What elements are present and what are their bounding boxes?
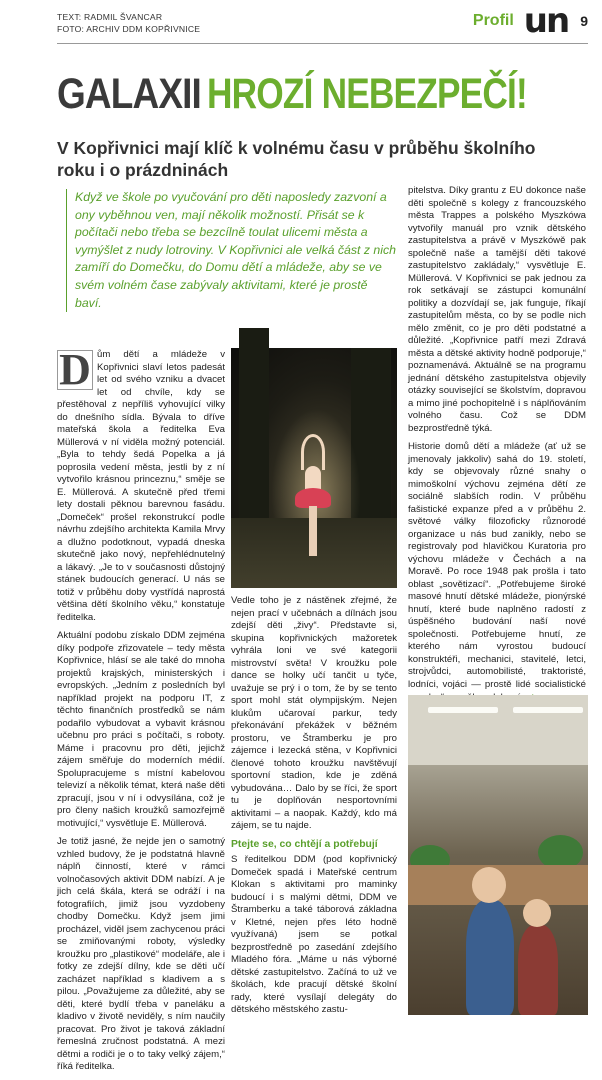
ceiling-light	[428, 707, 498, 713]
paragraph	[57, 345, 225, 624]
dancer-skirt	[295, 488, 331, 508]
child	[518, 925, 558, 1015]
header-rule	[57, 43, 588, 44]
header-credits	[57, 11, 200, 35]
title-part-1: GALAXII	[57, 70, 201, 118]
dropcap: D	[57, 350, 93, 390]
title-part-2: HROZÍ NEBEZPEČÍ!	[207, 70, 528, 118]
article-title	[57, 72, 597, 119]
paragraph: Vedle toho je z nástěnek zřejmé, že nejen prací v učebnách a dílnách jsou zdejší děti „živy“. Představte si, skupina kopřivnických mažoretek vyhrála loni ve své kategorii mistrovství světa! V kroužku pole dance se holky učí tančit u tyče, uvažuje se prý i o tom, že by se tento sport mohl stát olympijským. Nejen klukům učarovaí parkur, tedy překonávání překážek v běžném prostoru, ve Štramberku je pro zájemce i lezecká stěna, v Kopřivnici členové tohoto kroužku navštěvují sportovní stadion, kde je zděná vybudována… Dalo by se říci, že sport tu je doplňován nesportovními aktivitami – a naopak. Každý, kdo má zájem, se tu najde.	[231, 595, 397, 831]
column-1	[57, 345, 225, 1080]
column-3	[408, 185, 586, 711]
paragraph: Je totiž jasné, že nejde jen o samotný vzhled budovy, že je podstatná hlavně náplň činností, které v rámci volnočasových aktivit DDM nabízí. A je jich celá škála, která se odráží i na fotografiích, jimiž jsou vyzdobeny chodby Domečku. Když jsem jimi procházel, viděl jsem zachycenou práci se zmiňovanými roboty, výsledky kroužku pro „plastikové“ modeláře, ale i fotky ze zdejší dílny, kde se děti učí zacházet například s kladivem a s pilou. „Považujeme za důležité, aby se děti, které bydlí třeba v paneláku a kladivo v životě neviděly, s ním naučily pracovat. Pro život je taková základní řemeslná zručnost podstatná. A mezi dětmi a rodiči je o to taky velký zájem,“ říká ředitelka.	[57, 836, 225, 1072]
credit-text: TEXT: RADMIL ŠVANCAR	[57, 12, 163, 22]
header-right	[472, 1, 588, 41]
dancer-legs	[309, 506, 317, 556]
column-2	[231, 595, 397, 1023]
credit-photo: FOTO: ARCHIV DDM KOPŘIVNICE	[57, 24, 201, 34]
paragraph: pitelstva. Díky grantu z EU dokonce naše děti společně s kolegy z francouzského města Trappes a polského Myszkówa vytvořily manuál pro vznik dětského zastupitelstva a právě v Myszkówě pak společně naše a tamější děti takové zastupitelstvo zakládaly,“ vysvětluje E. Müllerová. V Kopřivnici se pak jednou za rok setkávají se zástupci komunální politiky a dozvídají se, jak funguje, říkají zastupitelům města, co by se podle nich mělo změnit, co je pro děti podstatné a důležité. „Kopřivnice patří mezi Zdravá města a dětské aktivity hodně podporuje,“ poznamenává. Aktuálně se na programu jednání dětského zastupitelstva objevily otázky související se školstvím, dopravou a mimo jiné pochopitelně i s náplňováním volného času. Což se DDM bezprostředně týká.	[408, 185, 586, 434]
article-subtitle: V Kopřivnici mají klíč k volnému času v průběhu školního roku i o prázdninách	[57, 138, 536, 180]
section-label: Profil	[472, 12, 514, 29]
ceiling	[408, 695, 588, 765]
photo-workshop	[408, 695, 588, 1015]
dancer-arms	[301, 434, 325, 470]
tree-trunk	[239, 328, 269, 528]
article-lead: Když ve škole po vyučování pro děti naposledy zazvoní a ony vyběhnou ven, mají několik možností. Přisát se k počítači nebo třeba se bezcílně toulat ulicemi města a vymýšlet z nudy lotroviny. V Kopřivnici ale velká část z nich zamíří do Domečku, do Domu dětí a mládeže, aby se ve svém volném čase zabývaly aktivitami, které je prostě baví.	[66, 189, 396, 312]
ceiling-light	[513, 707, 583, 713]
section-subhead: Ptejte se, co chtějí a potřebují	[231, 838, 378, 850]
paragraph	[408, 441, 586, 705]
child-head	[523, 899, 551, 927]
paragraph-text: ům dětí a mládeže v Kopřivnici slaví letos padesát let od svého vzniku a dvacet let od chvíle, kdy se přestěhoval z nepříliš vyhovující vilky do dnešního sídla. Bývala to dříve mateřská škola a ředitelka Eva Müllerová v ní viděla možný potenciál. „Byla to tehdy šedá Popelka a já poprosila vedení města, jestli by z ní vytvořilo krásnou princeznu,“ směje se E. Müllerová. A skutečně před třemi lety dostali pěknou barevnou fasádu. „Domeček“ prošel rekonstrukcí podle návrhu zdejšího architekta Kamila Mrvy a dlužno podotknout, vypadá dneska skutečně jako nový, nepřehlédnutelný a lákavý. „Je to v současnosti důstojný stánek budoucích generací. U nás se totiž v průběhu doby vystřídá naprostá většina dětí školního věku,“ konstatuje ředitelka.	[57, 349, 225, 623]
paragraph-text: Historie domů dětí a mládeže (ať už se jmenovaly jakkoliv) sahá do 19. století, kdy se objevovaly různé snahy o mimoškolní výchovu zejména dětí ze sociálně slabších rodin. V průběhu fašistické expanze před a v průběhu 2. světové války filozoficky různorodé organizace u nás bud zanikly, nebo se registrovaly pod hlavičkou Kuratoria pro výchovu mládeže v Čechách a na Moravě. Po roce 1948 pak prošla i tato oblast „sovětizací“. „Potřebujeme široké masové hnutí dětské mládeže, pionýrské hnutí, které bude naplněno radostí z úspěšného budování naší nové společnosti. Potřebujeme hnutí, ze kterého nám vyrostou budoucí konstruktéři, mechanici, stavitelé, letci, strojvůdci, automobilisté, traktoristé, lodníci, vojáci — prostě lidé socialistické	[408, 441, 586, 690]
paragraph: S ředitelkou DDM (pod kopřivnický Domeček spadá i Mateřské centrum Klokan s aktivitami pro maminky budoucí i s malými dětmi, DDM ve Štramberku a také táborová základna v Kletné, nejen přes léto hodně využívaná) jsem se potkal bezprostředně po zasedání zdejšího Mladého fóra. „Máme u nás výborné dětské zastupitelstvo. Začíná to už ve školách, kde pracují dětské školní rady, které vysílají delegáty do dětského městského zastu-	[231, 854, 397, 1015]
magazine-logo: un	[523, 1, 569, 41]
photo-dancer	[231, 348, 397, 588]
child	[466, 900, 514, 1015]
child-head	[472, 867, 506, 903]
paragraph: Aktuální podobu získalo DDM zejména díky podpoře zřizovatele – tedy města Kopřivnice, hlásí se ale také do mnoha projektů krajských, ministerských i evropských. „Jedním z posledních byl například projekt na podporu IT, z těchto finančních prostředků se nám podařilo vybudovat a vybavit krásnou učebnu pro práci s počítači, s roboty. Máme i pracovnu pro děti, jejichž zájem směřuje do moderních médií. Spolupracujeme s místní kabelovou televizí a několik témat, která naše děti zpracují, jsou v ní i odvysílána, což je pro členy našich kroužků samozřejmě motivující,“ vysvětluje E. Müllerová.	[57, 630, 225, 829]
page-number: 9	[580, 13, 588, 29]
